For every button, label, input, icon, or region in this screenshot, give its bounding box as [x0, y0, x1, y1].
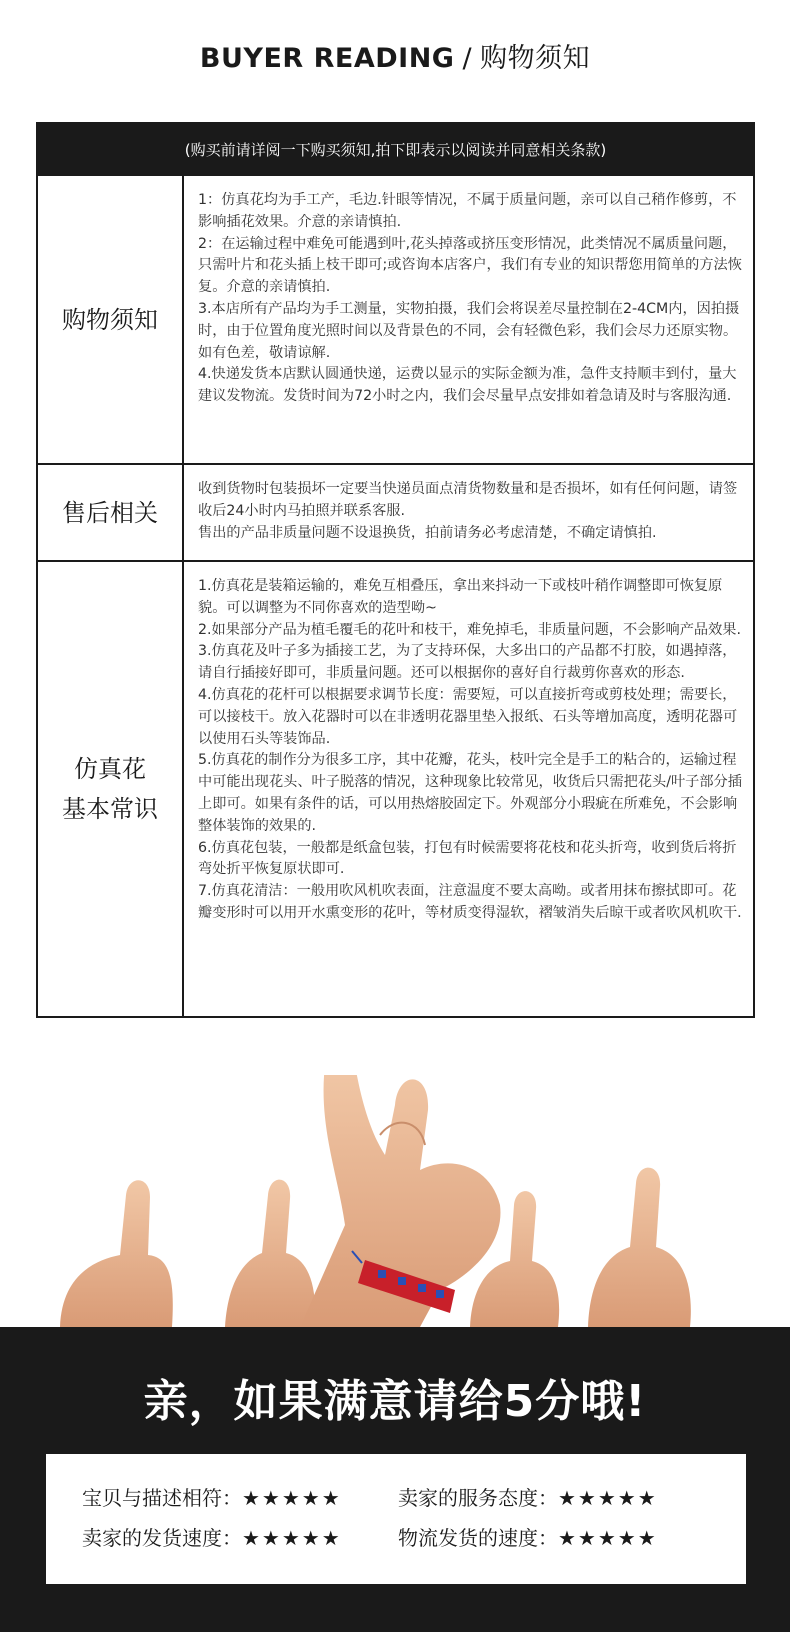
- paragraph: 售出的产品非质量问题不设退换货，拍前请务必考虑清楚，不确定请慎拍.: [198, 524, 657, 541]
- section-after-sales: [38, 463, 753, 560]
- section-body: [184, 176, 753, 463]
- section-basic-knowledge: [38, 560, 753, 1016]
- rating-item: [398, 1522, 658, 1551]
- title-separator: /: [462, 43, 473, 74]
- rating-item: [82, 1482, 342, 1511]
- rating-box: [46, 1454, 746, 1584]
- star-icons: ★★★★★: [242, 1486, 342, 1510]
- paragraph: 2.如果部分产品为植毛覆毛的花叶和枝干，难免掉毛，非质量问题，不会影响产品效果.: [198, 621, 741, 638]
- star-icons: ★★★★★: [558, 1526, 658, 1550]
- rating-label: 物流发货的速度：: [398, 1526, 558, 1550]
- section-shopping-notice: [38, 174, 753, 463]
- title-chinese: 购物须知: [480, 43, 591, 74]
- notice-banner: (购买前请详阅一下购买须知,拍下即表示以阅读并同意相关条款): [38, 124, 753, 174]
- notice-table: [36, 122, 755, 1018]
- title-english: BUYER READING: [199, 43, 455, 74]
- thumbs-up-hands-illustration: [0, 1075, 790, 1327]
- section-label: [38, 562, 184, 1016]
- rating-headline: 亲，如果满意请给5分哦!: [143, 1376, 647, 1427]
- paragraph: 4.仿真花的花杆可以根据要求调节长度：需要短，可以直接折弯或剪枝处理；需要长，可以接枝干。放入花器时可以在非透明花器里垫入报纸、石头等增加高度，透明花器可以使用石头等装饰品.: [198, 686, 738, 747]
- rating-label: 宝贝与描述相符：: [82, 1486, 242, 1510]
- paragraph: 5.仿真花的制作分为很多工序，其中花瓣，花头，枝叶完全是手工的粘合的，运输过程中可能出现花头、叶子脱落的情况，这种现象比较常见，收货后只需把花头/叶子部分插上即可。如果有条件的话，可以用热熔胶固定下。外观部分小瑕疵在所难免，不会影响整体装饰的效果的.: [198, 752, 742, 834]
- rating-item: [398, 1482, 658, 1511]
- page-title: [0, 36, 790, 75]
- rating-label: 卖家的发货速度：: [82, 1526, 242, 1550]
- section-label-line: 售后相关: [62, 498, 158, 527]
- section-label-line: 基本常识: [62, 795, 158, 823]
- paragraph: 2：在运输过程中难免可能遇到叶,花头掉落或挤压变形情况，此类情况不属质量问题， 只需叶片和花头插上枝干即可;或咨询本店客户，我们有专业的知识帮您用简单的方法恢复。介意的亲请慎拍.: [198, 235, 742, 296]
- section-label: [38, 465, 184, 560]
- thumbs-up-icon: [588, 1168, 691, 1327]
- paragraph: 4.快递发货本店默认圆通快递，运费以显示的实际金额为准，急件支持顺丰到付，量大建议发物流。发货时间为72小时之内，我们会尽量早点安排如着急请及时与客服沟通.: [198, 366, 737, 405]
- section-label-line: 购物须知: [62, 305, 158, 334]
- paragraph: 7.仿真花清洁：一般用吹风机吹表面，注意温度不要太高呦。或者用抹布擦拭即可。花瓣变形时可以用开水熏变形的花叶，等材质变得湿软，褶皱消失后晾干或者吹风机吹干.: [198, 883, 742, 921]
- section-label: [38, 176, 184, 463]
- rating-label: 卖家的服务态度：: [398, 1486, 558, 1510]
- section-body: [184, 562, 753, 1016]
- star-icons: ★★★★★: [558, 1486, 658, 1510]
- paragraph: 3.仿真花及叶子多为插接工艺，为了支持环保，大多出口的产品都不打胶，如遇掉落，请自行插接好即可，非质量问题。还可以根据你的喜好自行裁剪你喜欢的形态.: [198, 643, 737, 682]
- rating-panel: [0, 1327, 790, 1632]
- section-body: [184, 465, 753, 560]
- paragraph: 收到货物时包装损坏一定要当快递员面点清货物数量和是否损坏，如有任何问题，请签收后24小时内马拍照并联系客服.: [198, 481, 738, 519]
- paragraph: 1.仿真花是装箱运输的，难免互相叠压，拿出来抖动一下或枝叶稍作调整即可恢复原貌。可以调整为不同你喜欢的造型呦~: [198, 578, 723, 616]
- thumbs-up-icon: [60, 1180, 173, 1327]
- star-icons: ★★★★★: [242, 1526, 342, 1550]
- paragraph: 1：仿真花均为手工产，毛边.针眼等情况，不属于质量问题，亲可以自己稍作修剪，不影响插花效果。介意的亲请慎拍.: [198, 192, 737, 230]
- thumbs-up-icon: [225, 1180, 315, 1327]
- paragraph: 3.本店所有产品均为手工测量，实物拍摄，我们会将误差尽量控制在2-4CM内，因拍摄时，由于位置角度光照时间以及背景色的不同，会有轻微色彩，我们会尽力还原实物。如有色差，敬请谅解.: [198, 300, 740, 361]
- section-label-line: 仿真花: [74, 755, 146, 783]
- rating-item: [82, 1522, 342, 1551]
- paragraph: 6.仿真花包装，一般都是纸盒包装，打包有时候需要将花枝和花头折弯，收到货后将折弯处折平恢复原状即可.: [198, 839, 737, 878]
